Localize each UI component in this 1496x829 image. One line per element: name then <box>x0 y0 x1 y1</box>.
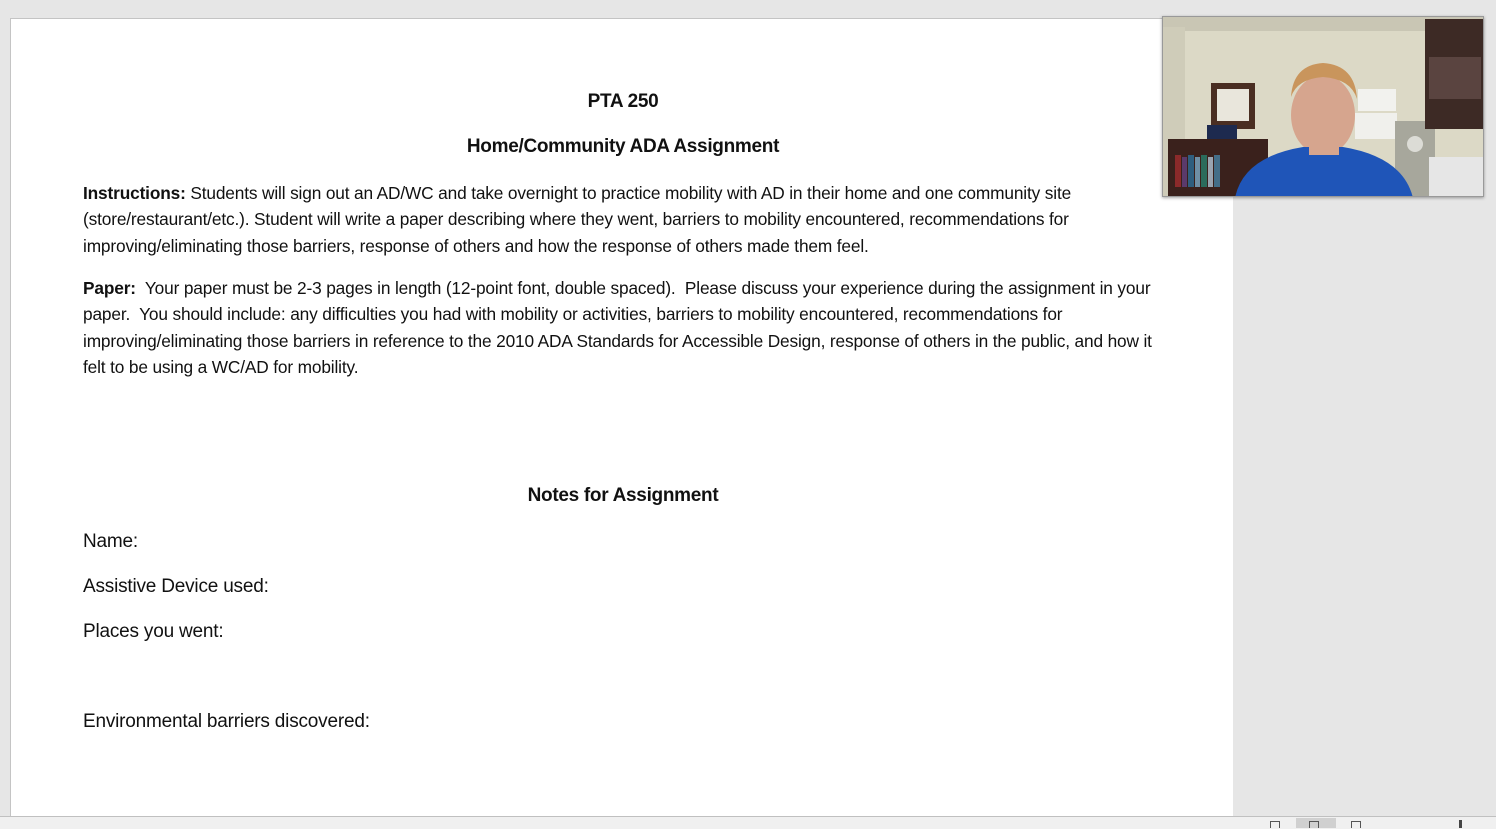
read-mode-icon <box>1270 821 1280 828</box>
presenter-webcam[interactable] <box>1162 16 1484 197</box>
webcam-video-image <box>1163 17 1484 197</box>
print-layout-button[interactable] <box>1296 818 1336 828</box>
zoom-slider-handle[interactable] <box>1459 820 1462 828</box>
course-title: PTA 250 <box>587 91 659 112</box>
document-page[interactable] <box>10 18 1233 816</box>
field-name: Name: <box>83 531 138 552</box>
web-layout-icon <box>1351 821 1361 828</box>
field-environmental-barriers: Environmental barriers discovered: <box>83 711 370 732</box>
print-layout-icon <box>1309 821 1319 828</box>
instructions-text: Students will sign out an AD/WC and take overnight to practice mobility with AD in their home and one community site (store/restaurant/etc.). Student will write a paper describing where they went, barriers to mobility encountered, recommendations for improving/eliminating those barriers, response of others and how the response of others made them feel. <box>83 183 1072 256</box>
notes-heading: Notes for Assignment <box>527 485 719 506</box>
assignment-title: Home/Community ADA Assignment <box>466 136 780 157</box>
field-places: Places you went: <box>83 621 224 642</box>
instructions-label: Instructions: <box>83 183 186 203</box>
instructions-paragraph <box>83 180 1165 259</box>
paper-paragraph <box>83 275 1158 380</box>
paper-text: Your paper must be 2-3 pages in length (12-point font, double spaced). Please discuss your experience during the assignment in your paper. You should include: any difficulties you had with mobility or activities, barriers to mobility encountered, recommendations for improving/eliminating those barriers in reference to the 2010 ADA Standards for Accessible Design, response of others in the public, and how it felt to be using a WC/AD for mobility. <box>83 278 1157 377</box>
paper-label: Paper: <box>83 278 136 298</box>
read-mode-button[interactable] <box>1268 818 1282 828</box>
web-layout-button[interactable] <box>1349 818 1363 828</box>
field-assistive-device: Assistive Device used: <box>83 576 269 597</box>
